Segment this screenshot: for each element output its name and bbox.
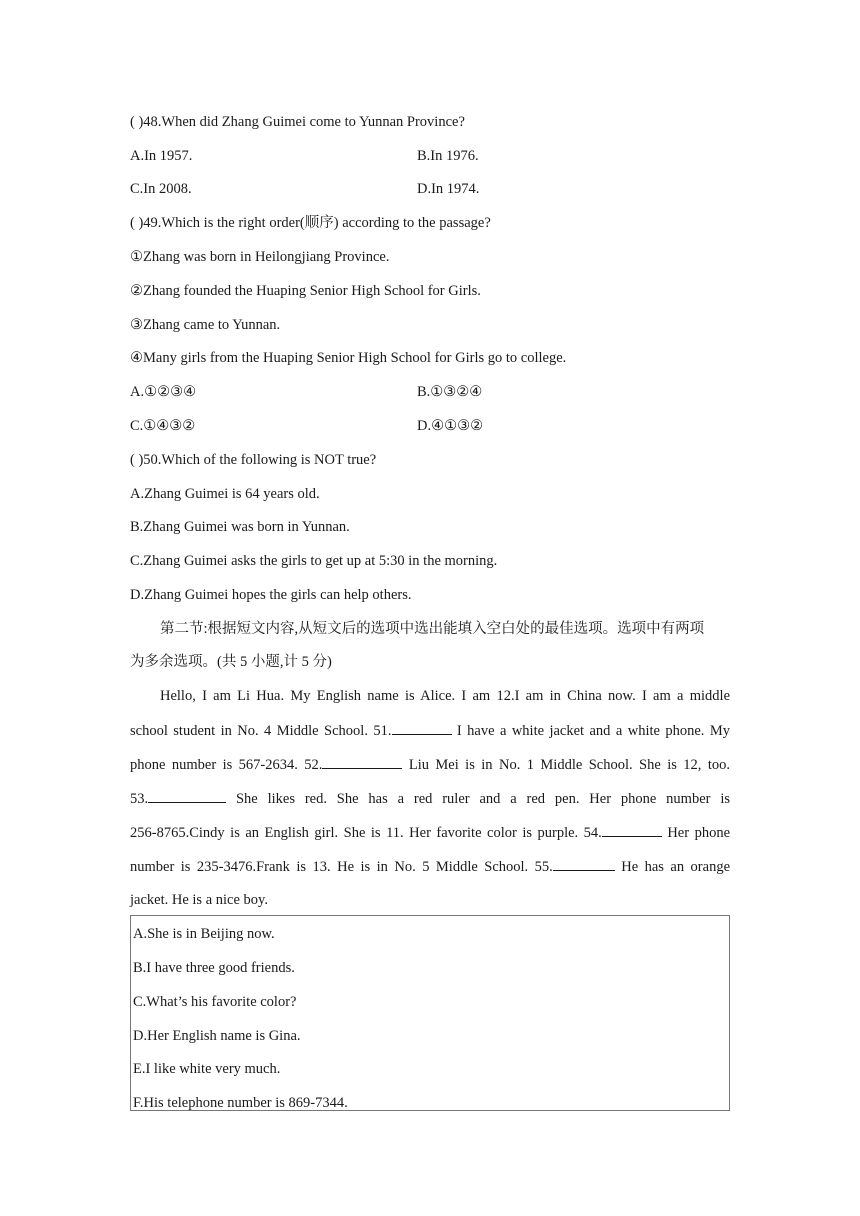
section-2-instruction-line-2: 为多余选项。(共 5 小题,计 5 分) [130,654,332,670]
passage-line: 53. She likes red. She has a red ruler and a red pen. Her phone number is [130,788,730,822]
question-49-item-4: ④Many girls from the Huaping Senior High School for Girls go to college. [130,350,567,366]
blank-54[interactable] [602,822,662,837]
question-48-option-d: D.In 1974. [417,181,480,197]
question-50-stem: ( )50.Which of the following is NOT true? [130,452,377,468]
blank-55[interactable] [553,856,615,871]
question-48-option-a: A.In 1957. [130,148,193,164]
question-49-option-b: B.①③②④ [417,384,483,400]
passage-line: phone number is 567-2634. 52. Liu Mei is in No. 1 Middle School. She is 12, too. [130,754,730,788]
passage-line: 256-8765.Cindy is an English girl. She is 11. Her favorite color is purple. 54. Her phone [130,822,730,856]
question-49-option-c: C.①④③② [130,418,196,434]
choices-box [130,915,730,1111]
choice-c: C.What’s his favorite color? [133,994,297,1010]
question-49-option-d: D.④①③② [417,418,484,434]
question-48-stem: ( )48.When did Zhang Guimei come to Yunnan Province? [130,114,465,130]
question-50-option-c: C.Zhang Guimei asks the girls to get up at 5:30 in the morning. [130,553,498,569]
question-50-option-b: B.Zhang Guimei was born in Yunnan. [130,519,350,535]
blank-51[interactable] [392,720,452,735]
question-50-option-a: A.Zhang Guimei is 64 years old. [130,486,320,502]
choice-b: B.I have three good friends. [133,960,295,976]
cloze-passage [130,686,730,924]
question-49-item-1: ①Zhang was born in Heilongjiang Province. [130,249,390,265]
passage-line: jacket. He is a nice boy. [130,892,268,908]
choice-f: F.His telephone number is 869-7344. [133,1095,348,1111]
choice-a: A.She is in Beijing now. [133,926,275,942]
passage-line: Hello, I am Li Hua. My English name is Alice. I am 12.I am in China now. I am a middle [160,688,730,704]
question-48-option-c: C.In 2008. [130,181,192,197]
blank-53[interactable] [148,788,226,803]
question-49-item-2: ②Zhang founded the Huaping Senior High School for Girls. [130,283,481,299]
section-2-instruction-line-1: 第二节:根据短文内容,从短文后的选项中选出能填入空白处的最佳选项。选项中有两项 [160,621,705,637]
passage-line: number is 235-3476.Frank is 13. He is in No. 5 Middle School. 55. He has an orange [130,856,730,890]
question-48-option-b: B.In 1976. [417,148,479,164]
question-50-option-d: D.Zhang Guimei hopes the girls can help others. [130,587,412,603]
passage-line: school student in No. 4 Middle School. 51. I have a white jacket and a white phone. My [130,720,730,754]
blank-52[interactable] [322,754,402,769]
choice-e: E.I like white very much. [133,1061,281,1077]
question-49-option-a: A.①②③④ [130,384,197,400]
question-49-stem: ( )49.Which is the right order(顺序) according to the passage? [130,215,491,231]
question-49-item-3: ③Zhang came to Yunnan. [130,317,281,333]
choice-d: D.Her English name is Gina. [133,1028,301,1044]
